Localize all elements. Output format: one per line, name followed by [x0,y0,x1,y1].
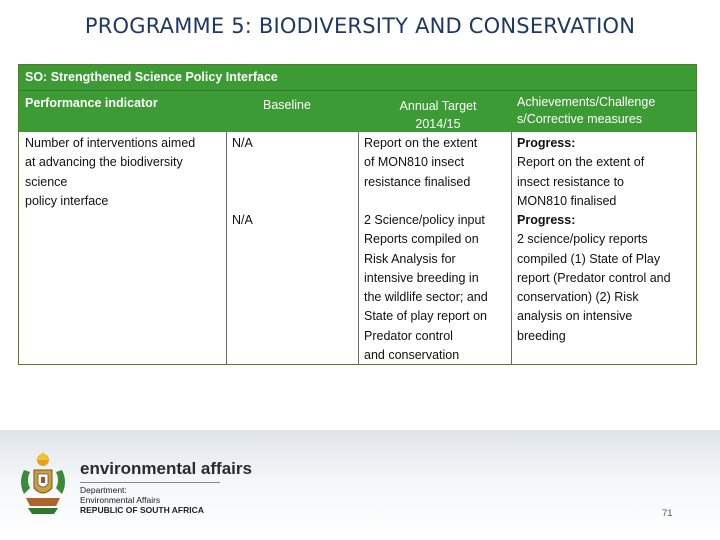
target-cell-1 [364,134,505,192]
indicator-line: Number of interventions aimed [25,136,196,150]
progress-label: Progress: [517,213,576,227]
page-number: 71 [662,508,673,519]
so-row: SO: Strengthened Science Policy Interface [19,65,696,91]
achievement-cell-1 [517,134,689,211]
page-title: PROGRAMME 5: BIODIVERSITY AND CONSERVATION [84,14,636,38]
target-line: 2 Science/policy input [364,213,485,227]
dept-line1: Department: [80,485,127,495]
indicator-cell [25,134,221,211]
achievement-line: breeding [517,328,566,343]
target-line: Predator control [364,328,453,343]
indicator-line: policy interface [25,193,109,208]
org-divider [80,482,220,483]
header-indicator: Performance indicator [25,96,158,110]
header-baseline: Baseline [263,98,311,112]
baseline-cell-2: N/A [232,213,253,227]
header-annual-target [363,97,513,133]
target-line: resistance finalised [364,174,471,189]
column-divider [226,132,227,364]
indicator-line: at advancing the biodiversity [25,155,183,170]
achievement-line: compiled (1) State of Play [517,251,661,266]
header-achievements [517,94,695,128]
header-target-line1: Annual Target [399,99,477,113]
indicator-line: science [25,174,68,189]
target-line: Reports compiled on [364,232,479,247]
org-name: environmental affairs [80,459,252,478]
table-body [19,132,696,364]
achievement-line: 2 science/policy reports [517,232,648,247]
performance-table [18,64,697,365]
header-target-line2: 2014/15 [415,117,461,131]
achievement-line: insect resistance to [517,174,624,189]
achievement-line: conservation) (2) Risk [517,290,639,305]
target-line: Report on the extent [364,136,478,150]
column-divider [358,132,359,364]
target-line: and conservation [364,348,460,363]
dept-line2: Environmental Affairs [80,495,161,505]
header-row [19,91,696,132]
target-line: of MON810 insect [364,155,465,170]
dept-line3: REPUBLIC OF SOUTH AFRICA [80,505,204,515]
header-achieve-line2: s/Corrective measures [517,112,643,126]
baseline-cell-1: N/A [232,136,253,150]
target-line: the wildlife sector; and [364,290,488,305]
department-block [80,485,204,515]
coat-of-arms-icon [14,450,72,518]
achievement-line: MON810 finalised [517,193,617,208]
column-divider [511,132,512,364]
achievement-line: Report on the extent of [517,155,645,170]
target-line: Risk Analysis for [364,251,456,266]
header-achieve-line1: Achievements/Challenge [517,95,656,109]
target-line: intensive breeding in [364,270,479,285]
achievement-line: report (Predator control and [517,270,671,285]
target-cell-2 [364,211,505,365]
progress-label: Progress: [517,136,576,150]
target-line: State of play report on [364,309,487,324]
achievement-cell-2 [517,211,689,346]
achievement-line: analysis on intensive [517,309,633,324]
